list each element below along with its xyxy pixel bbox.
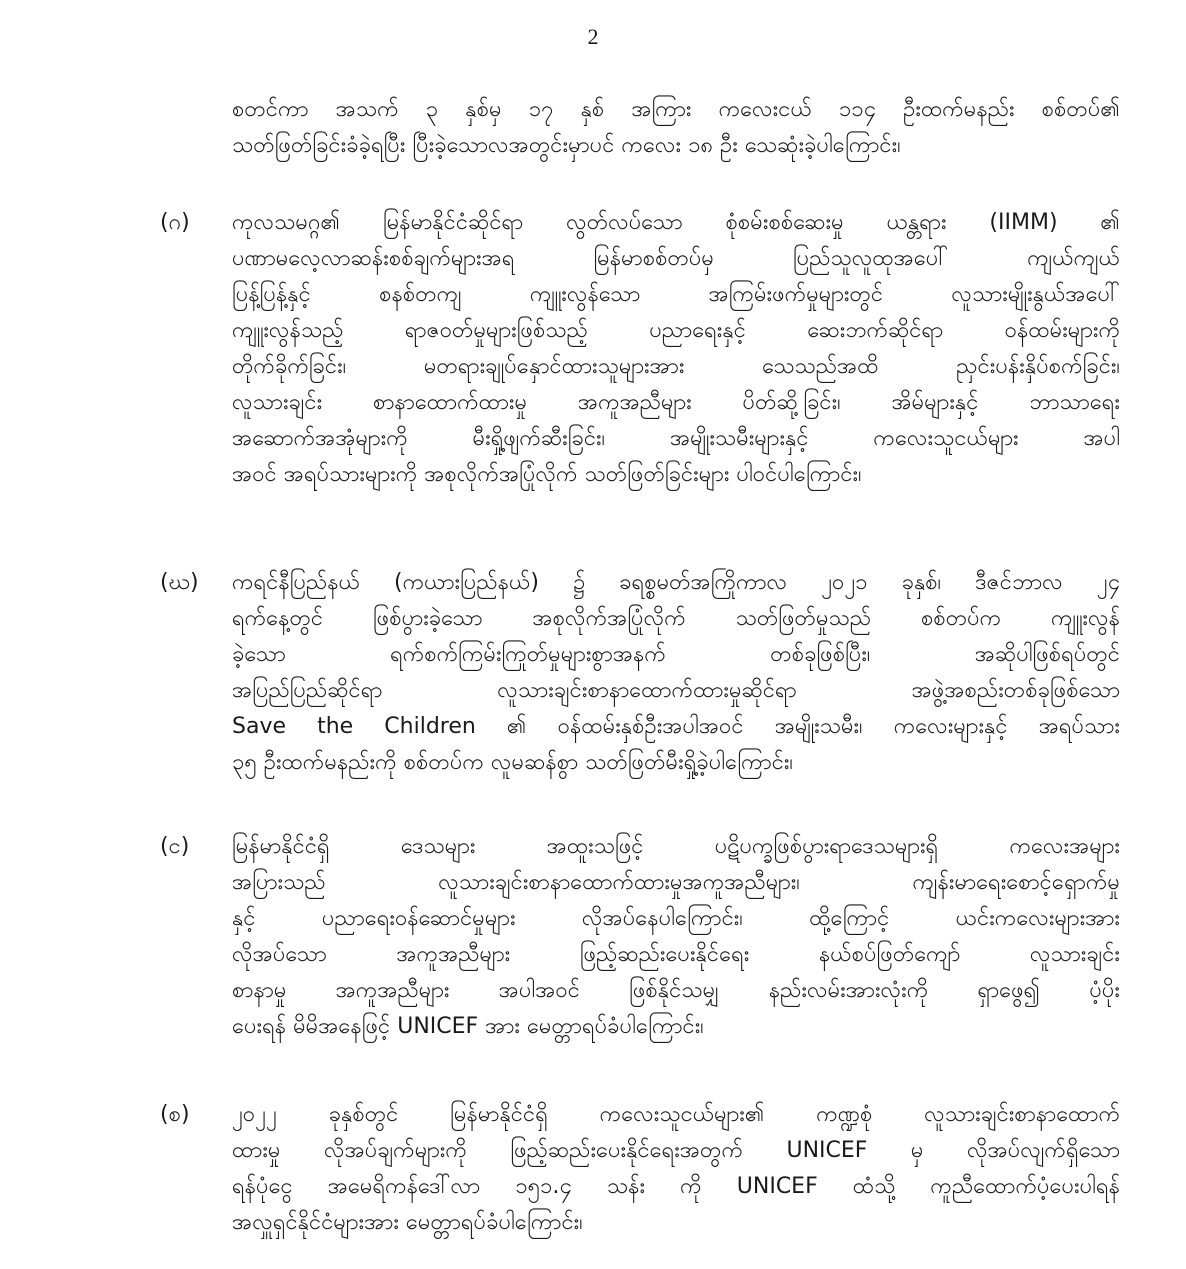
text-line: စာနာမှု အကူအညီများ အပါအဝင် ဖြစ်နိုင်သမျှ နည်းလမ်းအားလုံးကို ရှာဖွေ၍ ပံ့ပိုး [232,978,1120,1003]
item-paragraph [232,565,1120,781]
item-paragraph [232,205,1120,493]
text-line: လိုအပ်သော အကူအညီများ ဖြည့်ဆည်းပေးနိုင်ရေး နယ်စပ်ဖြတ်ကျော် လူသားချင်း [232,942,1120,967]
text-line: စတင်ကာ အသက် ၃ နှစ်မှ ၁၇ နှစ် အကြား ကလေးငယ် ၁၁၄ ဦးထက်မနည်း စစ်တပ်၏ [232,97,1120,122]
text-line: အဝင် အရပ်သားများကို အစုလိုက်အပြုံလိုက် သတ်ဖြတ်ခြင်းများ ပါဝင်ပါကြောင်း၊ [232,462,862,487]
text-line: ပဏာမလေ့လာဆန်းစစ်ချက်များအရ မြန်မာစစ်တပ်မှ ပြည်သူလူထုအပေါ် ကျယ်ကျယ် [232,246,1120,271]
text-line: နှင့် ပညာရေးဝန်ဆောင်မှုများ လိုအပ်နေပါကြောင်း၊ ထို့ကြောင့် ယင်းကလေးများအား [232,906,1120,931]
text-line: Save the Children ၏ ဝန်ထမ်းနှစ်ဦးအပါအဝင် အမျိုးသမီး၊ ကလေးများနှင့် အရပ်သား [232,714,1120,739]
text-line: အပြည်ပြည်ဆိုင်ရာ လူသားချင်းစာနာထောက်ထားမှုဆိုင်ရာ အဖွဲ့အစည်းတစ်ခုဖြစ်သော [232,678,1120,703]
text-line: ကုလသမဂ္ဂ၏ မြန်မာနိုင်ငံဆိုင်ရာ လွတ်လပ်သော စုံစမ်းစစ်ဆေးမှု ယန္တရား (IIMM) ၏ [232,210,1120,235]
text-line: လူသားချင်း စာနာထောက်ထားမှု အကူအညီများ ပိတ်ဆို့ခြင်း၊ အိမ်များနှင့် ဘာသာရေး [232,390,1120,415]
text-line: တိုက်ခိုက်ခြင်း၊ မတရားချုပ်နှောင်ထားသူများအား သေသည်အထိ ညှင်းပန်းနှိပ်စက်ခြင်း၊ [232,354,1120,379]
text-line: ခဲ့သော ရက်စက်ကြမ်းကြုတ်မှုများစွာအနက် တစ်ခုဖြစ်ပြီး၊ အဆိုပါဖြစ်ရပ်တွင် [232,642,1120,667]
text-line: သတ်ဖြတ်ခြင်းခံခဲ့ရပြီး ပြီးခဲ့သောလအတွင်းမှာပင် ကလေး ၁၈ ဦး သေဆုံးခဲ့ပါကြောင်း၊ [232,133,901,158]
text-line: အလှူရှင်နိုင်ငံများအား မေတ္တာရပ်ခံပါကြောင်း၊ [232,1210,583,1235]
intro-paragraph [232,92,1120,164]
text-line: ပြန့်ပြန့်နှင့် စနစ်တကျ ကျူးလွန်သော အကြမ်းဖက်မှုများတွင် လူသားမျိုးနွယ်အပေါ် [232,282,1120,307]
item-marker: (စ) [160,1102,190,1127]
item-paragraph [232,1097,1120,1241]
text-line: အပြားသည် လူသားချင်းစာနာထောက်ထားမှုအကူအညီများ၊ ကျန်းမာရေးစောင့်ရှောက်မှု [232,870,1120,895]
text-line: ရက်နေ့တွင် ဖြစ်ပွားခဲ့သော အစုလိုက်အပြုံလိုက် သတ်ဖြတ်မှုသည် စစ်တပ်က ကျူးလွန် [232,606,1120,631]
text-line: ပေးရန် မိမိအနေဖြင့် UNICEF အား မေတ္တာရပ်ခံပါကြောင်း၊ [232,1014,704,1039]
item-marker: (င) [160,834,190,859]
text-line: အဆောက်အအုံများကို မီးရှို့ဖျက်ဆီးခြင်း၊ အမျိုးသမီးများနှင့် ကလေးသူငယ်များ အပါ [232,426,1120,451]
text-line: ကျူးလွန်သည့် ရာဇဝတ်မှုများဖြစ်သည့် ပညာရေးနှင့် ဆေးဘက်ဆိုင်ရာ ဝန်ထမ်းများကို [232,318,1120,343]
text-line: ရန်ပုံငွေ အမေရိကန်ဒေါ်လာ ၁၅၁.၄ သန်း ကို UNICEF ထံသို့ ကူညီထောက်ပံ့ပေးပါရန် [232,1174,1120,1199]
text-line: ၂၀၂၂ ခုနှစ်တွင် မြန်မာနိုင်ငံရှိ ကလေးသူငယ်များ၏ ကဏ္ဍစုံ လူသားချင်းစာနာထောက် [232,1102,1120,1127]
page-number: 2 [587,24,599,49]
item-paragraph [232,829,1120,1045]
text-line: ၃၅ ဦးထက်မနည်းကို စစ်တပ်က လူမဆန်စွာ သတ်ဖြတ်မီးရှို့ခဲ့ပါကြောင်း၊ [232,750,793,775]
item-marker: (ဂ) [160,210,190,235]
text-line: မြန်မာနိုင်ငံရှိ ဒေသများ အထူးသဖြင့် ပဋိပက္ခဖြစ်ပွားရာဒေသများရှိ ကလေးအများ [232,834,1120,859]
text-line: ထားမှု လိုအပ်ချက်များကို ဖြည့်ဆည်းပေးနိုင်ရေးအတွက် UNICEF မှ လိုအပ်လျက်ရှိသော [232,1138,1120,1163]
text-line: ကရင်နီပြည်နယ် (ကယားပြည်နယ်) ၌ ခရစ္စမတ်အကြိုကာလ ၂၀၂၁ ခုနှစ်၊ ဒီဇင်ဘာလ ၂၄ [232,570,1120,595]
item-marker: (ဃ) [160,570,199,595]
